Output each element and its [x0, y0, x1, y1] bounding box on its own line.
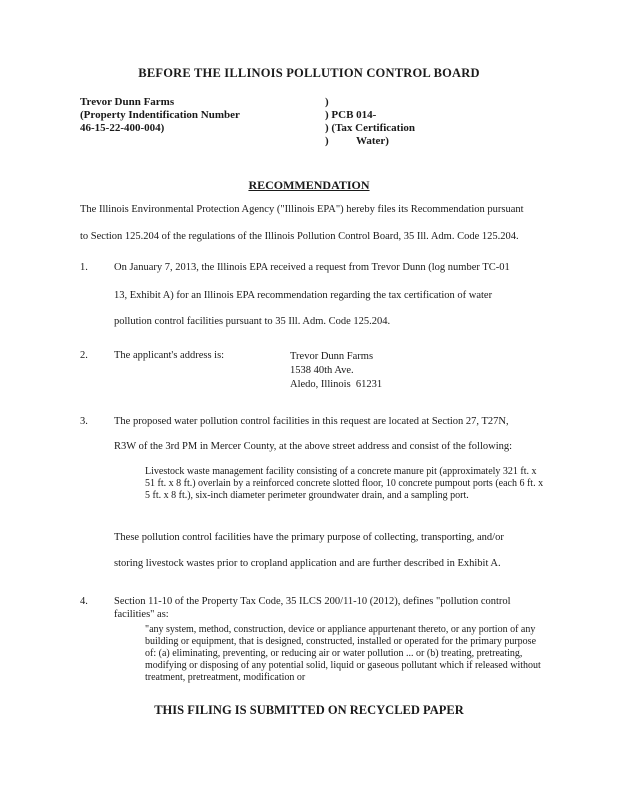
item-number-4: 4. — [80, 596, 88, 607]
address-line-2: 1538 40th Ave. — [290, 365, 354, 376]
item-1-line-1: On January 7, 2013, the Illinois EPA received a request from Trevor Dunn (log number TC-01 — [114, 262, 510, 273]
intro-line-2: to Section 125.204 of the regulations of the Illinois Pollution Control Board, 35 Ill. Adm. Code 125.204. — [80, 231, 519, 242]
item-3-line-1: The proposed water pollution control facilities in this request are located at Section 27, T27N, — [114, 416, 509, 427]
case-type-cont: ) Water) — [325, 135, 389, 147]
applicant-address — [290, 350, 382, 392]
caption-bracket: ) — [325, 96, 329, 108]
caption-left — [80, 96, 240, 135]
item-number-3: 3. — [80, 416, 88, 427]
petitioner-name: Trevor Dunn Farms — [80, 96, 175, 108]
item-3-after-line-2: storing livestock wastes prior to cropland application and are further described in Exhibit A. — [114, 558, 501, 569]
property-id-label: (Property Indentification Number — [80, 109, 240, 121]
item-1-line-3: pollution control facilities pursuant to 35 Ill. Adm. Code 125.204. — [114, 316, 391, 327]
case-type: ) (Tax Certification — [325, 122, 416, 134]
case-number: ) PCB 014- — [325, 109, 377, 121]
facility-description: Livestock waste management facility consisting of a concrete manure pit (approximately 321 ft. x 51 ft. x 8 ft.) overlain by a reinforced concrete slotted floor, 10 concrete pumpout ports (each 6 ft. x 5 ft. x 8 ft.), six-inch diameter perimeter groundwater drain, and a sampling port. — [145, 466, 544, 501]
address-line-1: Trevor Dunn Farms — [290, 351, 374, 362]
item-number-1: 1. — [80, 262, 88, 273]
item-1-line-2: 13, Exhibit A) for an Illinois EPA recommendation regarding the tax certification of water — [114, 290, 493, 301]
item-3-after-line-1: These pollution control facilities have the primary purpose of collecting, transporting, and/or — [114, 532, 504, 543]
item-3-line-2: R3W of the 3rd PM in Mercer County, at the above street address and consist of the following: — [114, 441, 513, 452]
applicant-address-label: The applicant's address is: — [114, 350, 225, 361]
property-id-number: 46-15-22-400-004) — [80, 122, 165, 134]
item-number-2: 2. — [80, 350, 88, 361]
board-title: BEFORE THE ILLINOIS POLLUTION CONTROL BOARD — [138, 66, 480, 80]
item-4-line-2: facilities" as: — [114, 609, 169, 620]
recommendation-heading: RECOMMENDATION — [248, 178, 370, 192]
intro-line-1: The Illinois Environmental Protection Agency ("Illinois EPA") hereby files its Recommendation pursuant — [80, 204, 524, 215]
caption-right — [325, 96, 415, 148]
statutory-definition-quote: "any system, method, construction, device or appliance appurtenant thereto, or any portion of any building or equipment, that is designed, constructed, installed or operated for the primary purpose of: (a) eliminating, preventing, or reducing air or water pollution ... or (b) treating, pretreating, modifying or disposing of any potential solid, liquid or gaseous pollutant which if released without treatment, pretreatment, modification or — [145, 624, 541, 683]
item-4-line-1: Section 11-10 of the Property Tax Code, 35 ILCS 200/11-10 (2012), defines "pollution control — [114, 596, 511, 607]
recycled-paper-footer: THIS FILING IS SUBMITTED ON RECYCLED PAPER — [154, 703, 464, 717]
address-line-3: Aledo, Illinois 61231 — [290, 379, 383, 390]
